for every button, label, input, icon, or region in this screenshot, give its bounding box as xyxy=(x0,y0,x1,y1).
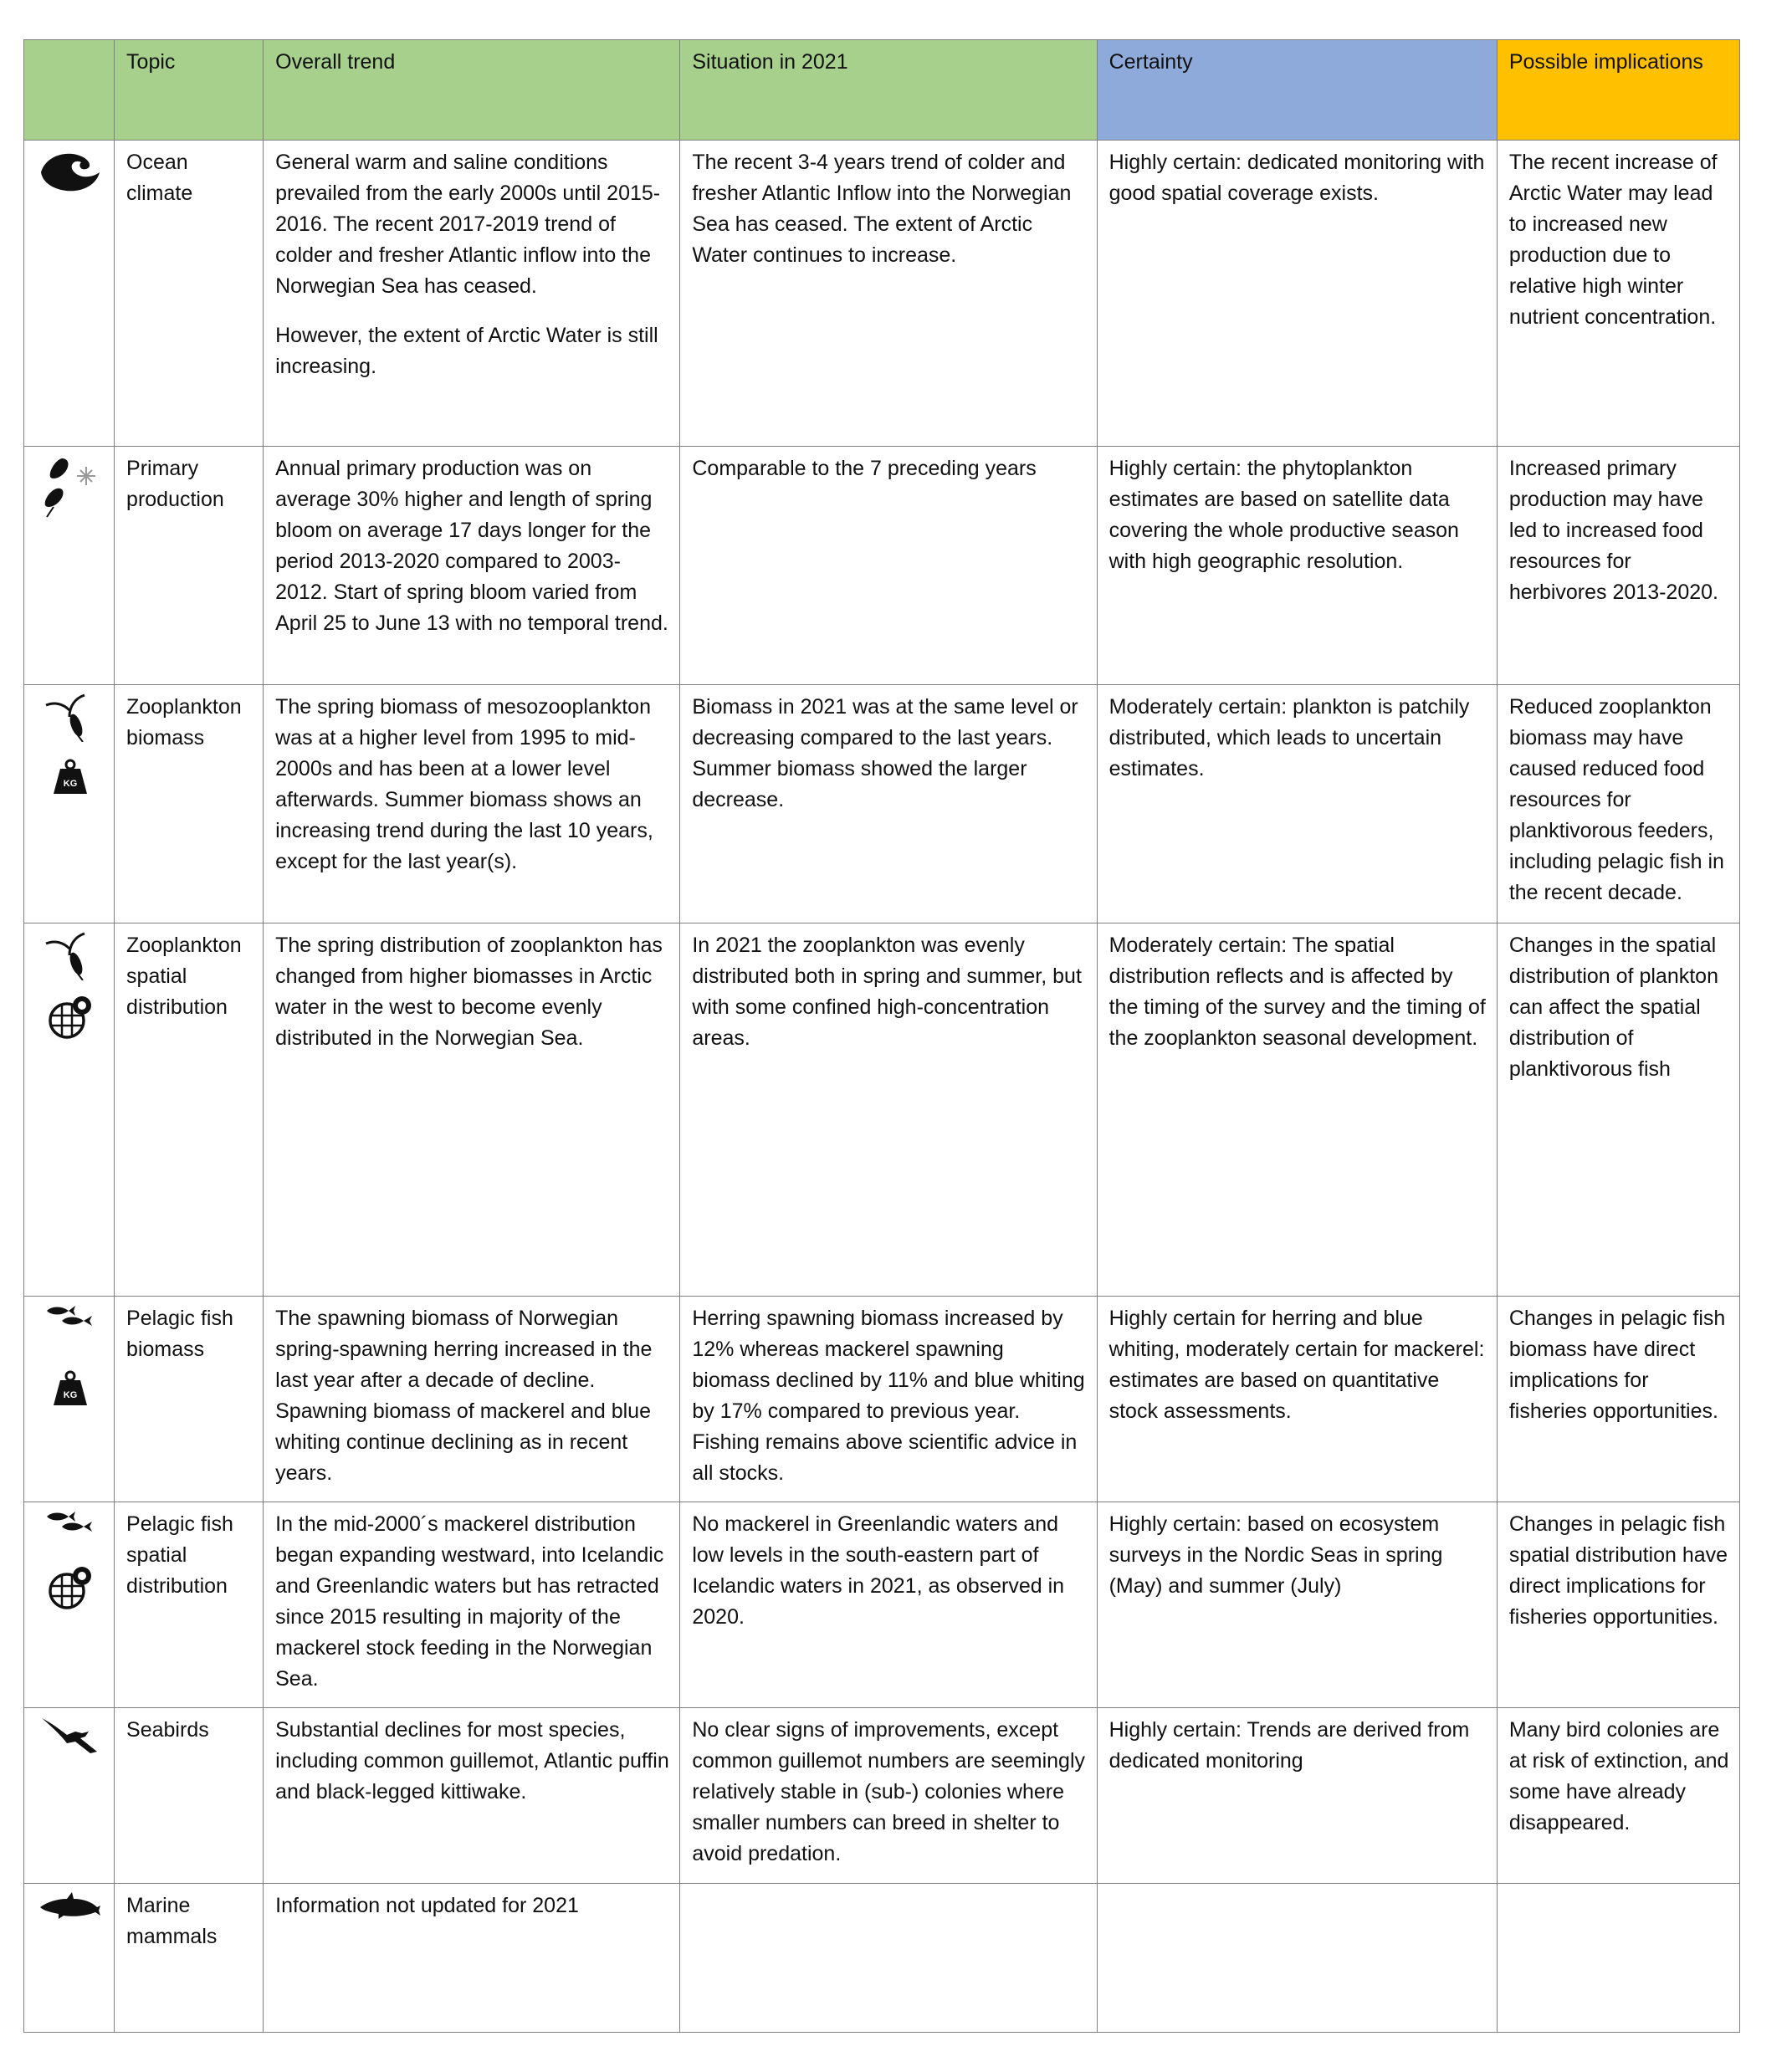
row-icon-cell xyxy=(24,1297,115,1502)
table-row xyxy=(24,447,1740,685)
situation-cell: Biomass in 2021 was at the same level or decreasing compared to the last years. Summer biomass showed the larger decrease. xyxy=(680,685,1097,923)
situation-cell xyxy=(680,1884,1097,2033)
situation-cell: No mackerel in Greenlandic waters and low levels in the south-eastern part of Icelandic waters in 2021, as observed in 2020. xyxy=(680,1502,1097,1708)
table-row xyxy=(24,1884,1740,2033)
certainty-cell xyxy=(1097,1884,1497,2033)
certainty-cell: Highly certain for herring and blue whiting, moderately certain for mackerel: estimates are based on quantitative stock assessments. xyxy=(1097,1297,1497,1502)
implications-cell: Changes in pelagic fish biomass have direct implications for fisheries opportunities. xyxy=(1497,1297,1739,1502)
certainty-cell: Moderately certain: plankton is patchily distributed, which leads to uncertain estimates. xyxy=(1097,685,1497,923)
weight-icon xyxy=(52,759,89,796)
topic-column-header: Topic xyxy=(115,40,264,141)
situation-column-header: Situation in 2021 xyxy=(680,40,1097,141)
certainty-cell: Moderately certain: The spatial distribution reflects and is affected by the timing of the survey and the timing of the zooplankton seasonal development. xyxy=(1097,923,1497,1297)
row-icon-cell xyxy=(24,1884,115,2033)
topic-cell: Ocean climate xyxy=(115,141,264,447)
row-icon-cell xyxy=(24,685,115,923)
situation-cell: The recent 3-4 years trend of colder and fresher Atlantic Inflow into the Norwegian Sea has ceased. The extent of Arctic Water continues to increase. xyxy=(680,141,1097,447)
trend-cell xyxy=(264,1502,680,1708)
row-icon-cell xyxy=(24,1708,115,1884)
icon-column-header xyxy=(24,40,115,141)
implications-column-header: Possible implications xyxy=(1497,40,1739,141)
trend-cell xyxy=(264,1297,680,1502)
situation-cell: No clear signs of improvements, except common guillemot numbers are seemingly relatively stable in (sub-) colonies where smaller numbers can breed in shelter to avoid predation. xyxy=(680,1708,1097,1884)
globe-pin-icon xyxy=(47,994,94,1041)
weight-label: KG xyxy=(63,1390,77,1400)
table-row xyxy=(24,141,1740,447)
table-row xyxy=(24,1297,1740,1502)
table-row xyxy=(24,1502,1740,1708)
certainty-cell: Highly certain: based on ecosystem surveys in the Nordic Seas in spring (May) and summer (July) xyxy=(1097,1502,1497,1708)
topic-cell: Pelagic fish biomass xyxy=(115,1297,264,1502)
copepod-icon xyxy=(41,930,100,980)
certainty-cell: Highly certain: dedicated monitoring with good spatial coverage exists. xyxy=(1097,141,1497,447)
trend-paragraph: Information not updated for 2021 xyxy=(275,1894,579,1917)
situation-cell: Comparable to the 7 preceding years xyxy=(680,447,1097,685)
trend-cell xyxy=(264,141,680,447)
table-row xyxy=(24,923,1740,1297)
implications-cell: Changes in the spatial distribution of plankton can affect the spatial distribution of planktivorous fish xyxy=(1497,923,1739,1297)
topic-cell: Zooplankton spatial distribution xyxy=(115,923,264,1297)
trend-paragraph: The spring biomass of mesozooplankton was at a higher level from 1995 to mid-2000s and has been at a lower level afterwards. Summer biomass shows an increasing trend during the last 10 years, except for the last year(s). xyxy=(275,695,653,873)
copepod-icon xyxy=(41,692,100,742)
trend-cell xyxy=(264,447,680,685)
situation-cell: Herring spawning biomass increased by 12% whereas mackerel spawning biomass declined by 11% and blue whiting by 17% compared to previous year. Fishing remains above scientific advice in all stocks. xyxy=(680,1297,1097,1502)
trend-column-header: Overall trend xyxy=(264,40,680,141)
globe-pin-icon xyxy=(47,1564,94,1611)
certainty-column-header: Certainty xyxy=(1097,40,1497,141)
topic-cell: Seabirds xyxy=(115,1708,264,1884)
topic-cell: Pelagic fish spatial distribution xyxy=(115,1502,264,1708)
fish-icon xyxy=(45,1509,95,1534)
row-icon-cell xyxy=(24,447,115,685)
trend-paragraph: Annual primary production was on average 30% higher and length of spring bloom on average 17 days longer for the period 2013-2020 compared to 2003-2012. Start of spring bloom varied from April 25 to June 13 with no temporal trend. xyxy=(275,457,668,635)
implications-cell: Increased primary production may have led to increased food resources for herbivores 2013-2020. xyxy=(1497,447,1739,685)
trend-cell xyxy=(264,923,680,1297)
topic-cell: Zooplankton biomass xyxy=(115,685,264,923)
trend-cell xyxy=(264,685,680,923)
fish-icon xyxy=(45,1303,95,1328)
topic-cell: Primary production xyxy=(115,447,264,685)
trend-paragraph: Substantial declines for most species, including common guillemot, Atlantic puffin and black-legged kittiwake. xyxy=(275,1718,669,1803)
header-row xyxy=(24,40,1740,141)
trend-paragraph: The spring distribution of zooplankton has changed from higher biomasses in Arctic water in the west to become evenly distributed in the Norwegian Sea. xyxy=(275,934,663,1050)
phytoplankton-icon xyxy=(37,453,104,520)
trend-paragraph: General warm and saline conditions prevailed from the early 2000s until 2015-2016. The recent 2017-2019 trend of colder and fresher Atlantic inflow into the Norwegian Sea has ceased. xyxy=(275,151,661,298)
row-icon-cell xyxy=(24,1502,115,1708)
implications-cell: Changes in pelagic fish spatial distribution have direct implications for fisheries opportunities. xyxy=(1497,1502,1739,1708)
implications-cell xyxy=(1497,1884,1739,2033)
implications-cell: Reduced zooplankton biomass may have caused reduced food resources for planktivorous feeders, including pelagic fish in the recent decade. xyxy=(1497,685,1739,923)
trend-paragraph: However, the extent of Arctic Water is still increasing. xyxy=(275,324,658,378)
certainty-cell: Highly certain: the phytoplankton estimates are based on satellite data covering the whole productive season with high geographic resolution. xyxy=(1097,447,1497,685)
situation-cell: In 2021 the zooplankton was evenly distributed both in spring and summer, but with some confined high-concentration areas. xyxy=(680,923,1097,1297)
topic-cell: Marine mammals xyxy=(115,1884,264,2033)
weight-icon xyxy=(52,1370,89,1407)
row-icon-cell xyxy=(24,141,115,447)
trend-paragraph: The spawning biomass of Norwegian spring-spawning herring increased in the last year after a decade of decline. Spawning biomass of mackerel and blue whiting continue declining as in recent years. xyxy=(275,1307,653,1485)
row-icon-cell xyxy=(24,923,115,1297)
seabird-icon xyxy=(38,1715,102,1755)
dolphin-icon xyxy=(38,1890,102,1921)
table-row xyxy=(24,685,1740,923)
trend-paragraph: In the mid-2000´s mackerel distribution began expanding westward, into Icelandic and Greenlandic waters but has retracted since 2015 resulting in majority of the mackerel stock feeding in the Norwegian Sea. xyxy=(275,1512,664,1691)
ecosystem-summary-table xyxy=(23,39,1740,2033)
weight-label: KG xyxy=(63,779,77,789)
wave-icon xyxy=(38,147,103,194)
implications-cell: The recent increase of Arctic Water may lead to increased new production due to relative high winter nutrient concentration. xyxy=(1497,141,1739,447)
implications-cell: Many bird colonies are at risk of extinction, and some have already disappeared. xyxy=(1497,1708,1739,1884)
trend-cell xyxy=(264,1708,680,1884)
certainty-cell: Highly certain: Trends are derived from dedicated monitoring xyxy=(1097,1708,1497,1884)
table-row xyxy=(24,1708,1740,1884)
trend-cell xyxy=(264,1884,680,2033)
